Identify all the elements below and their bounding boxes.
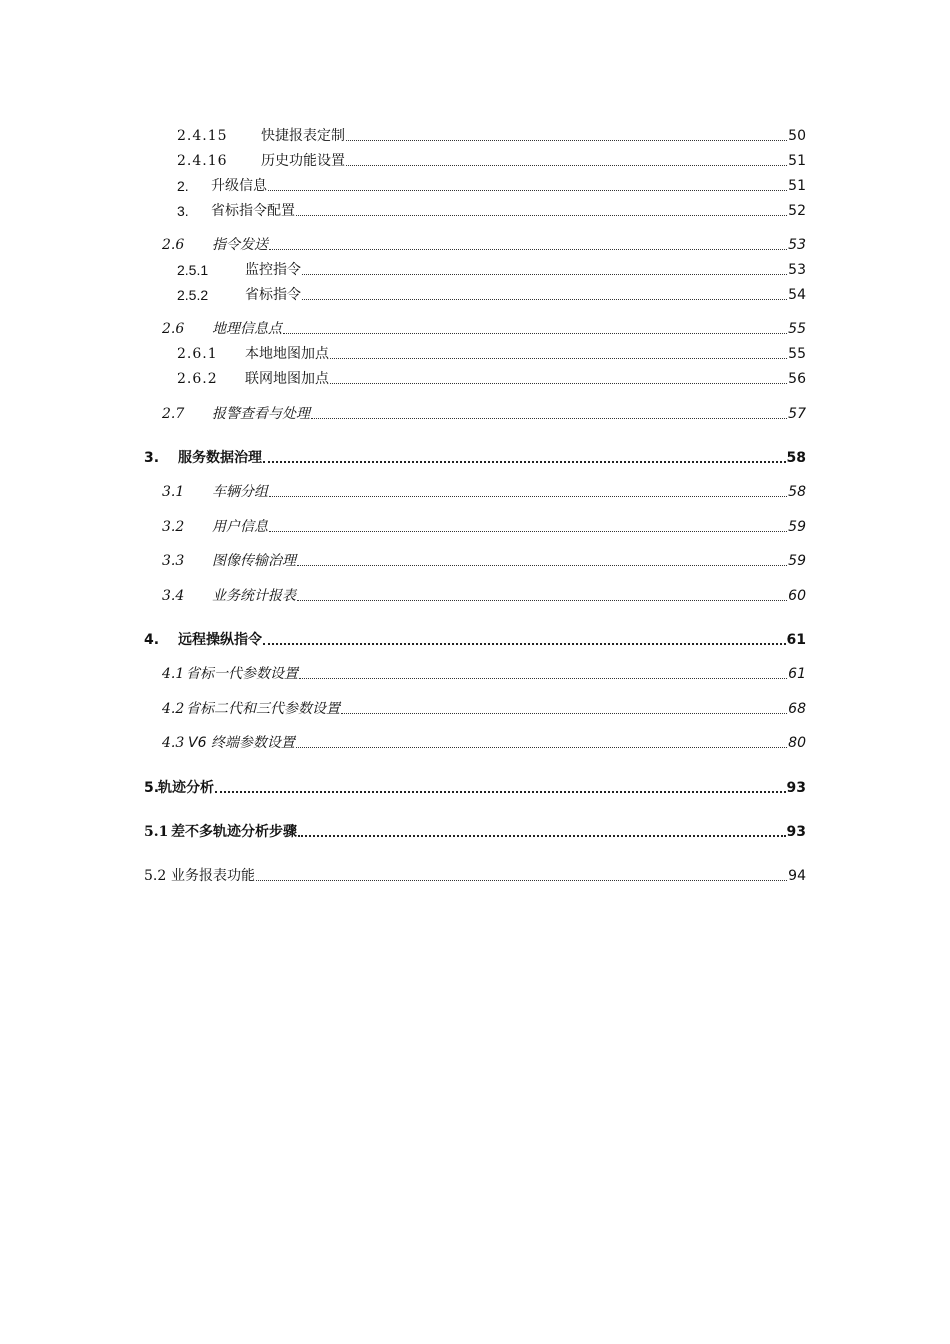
- toc-entry[interactable]: [0, 700, 806, 718]
- dot-leader: [330, 358, 787, 359]
- toc-entry-number: 4.: [144, 632, 160, 648]
- toc-entry-page: 53: [788, 237, 806, 253]
- toc-entry-page: 56: [788, 371, 806, 387]
- toc-entry-page: 55: [788, 346, 806, 362]
- toc-entry[interactable]: [0, 552, 806, 570]
- dot-leader: [346, 165, 787, 166]
- dot-leader: [215, 791, 786, 793]
- dot-leader: [330, 383, 787, 384]
- toc-entry[interactable]: [0, 483, 806, 501]
- toc-entry-title: 业务统计报表: [212, 588, 296, 604]
- toc-entry-title: V6 终端参数设置: [188, 735, 295, 751]
- dot-leader: [268, 190, 787, 191]
- dot-leader: [297, 600, 787, 601]
- toc-entry-title: 报警查看与处理: [212, 406, 310, 422]
- toc-entry[interactable]: [0, 177, 806, 195]
- dot-leader: [302, 299, 787, 300]
- dot-leader: [311, 418, 787, 419]
- toc-entry-number: 5.1: [144, 824, 169, 840]
- toc-entry-title: 联网地图加点: [245, 371, 329, 387]
- toc-entry-title: 省标指令配置: [211, 203, 295, 219]
- toc-entry-number: 3.: [144, 450, 160, 466]
- toc-entry-title: 省标二代和三代参数设置: [186, 701, 340, 717]
- toc-entry-page: 93: [786, 824, 806, 840]
- toc-entry[interactable]: [0, 286, 806, 304]
- toc-entry[interactable]: [0, 261, 806, 279]
- toc-entry-number: 3.: [177, 203, 189, 219]
- toc-entry-page: 60: [788, 588, 806, 604]
- toc-entry-page: 50: [788, 128, 806, 144]
- toc-entry[interactable]: [0, 779, 806, 797]
- toc-entry-number: 2.5.2: [177, 287, 209, 303]
- toc-entry-number: 2.6.2: [177, 371, 218, 387]
- dot-leader: [302, 274, 787, 275]
- toc-entry-number: 2.7: [162, 406, 185, 422]
- toc-entry-number: 3.2: [162, 519, 185, 535]
- toc-entry[interactable]: [0, 631, 806, 649]
- toc-entry-page: 54: [788, 287, 806, 303]
- toc-entry-title: 图像传输治理: [212, 553, 296, 569]
- toc-entry-number: 4.1: [162, 666, 185, 682]
- dot-leader: [269, 249, 787, 250]
- toc-entry[interactable]: [0, 202, 806, 220]
- toc-entry-page: 51: [788, 153, 806, 169]
- toc-entry-page: 57: [788, 406, 806, 422]
- toc-entry-number: 2.4.16: [177, 153, 228, 169]
- toc-entry-page: 59: [788, 553, 806, 569]
- toc-entry-number: 2.6: [162, 237, 185, 253]
- dot-leader: [298, 835, 786, 837]
- toc-entry-title: 指令发送: [212, 237, 268, 253]
- dot-leader: [263, 643, 786, 645]
- toc-entry-page: 53: [788, 262, 806, 278]
- toc-entry-title: 车辆分组: [212, 484, 268, 500]
- toc-entry-number: 2.6.1: [177, 346, 218, 362]
- toc-entry[interactable]: [0, 370, 806, 388]
- toc-entry-title: 轨迹分析: [158, 780, 214, 796]
- toc-entry-page: 59: [788, 519, 806, 535]
- toc-entry-number: 2.: [177, 178, 189, 194]
- toc-entry[interactable]: [0, 823, 806, 841]
- dot-leader: [297, 565, 787, 566]
- toc-entry-page: 51: [788, 178, 806, 194]
- toc-entry-title: 本地地图加点: [245, 346, 329, 362]
- toc-entry-number: 3.3: [162, 553, 185, 569]
- toc-entry[interactable]: [0, 405, 806, 423]
- toc-entry-title: 用户信息: [212, 519, 268, 535]
- dot-leader: [296, 747, 787, 748]
- toc-entry-title: 差不多轨迹分析步骤: [171, 824, 297, 840]
- toc-entry-title: 省标指令: [245, 287, 301, 303]
- toc-entry-title: 地理信息点: [212, 321, 282, 337]
- dot-leader: [269, 496, 787, 497]
- toc-entry-page: 61: [788, 666, 806, 682]
- toc-entry-number: 2.5.1: [177, 262, 209, 278]
- toc-entry[interactable]: [0, 236, 806, 254]
- toc-entry-number: 4.2: [162, 701, 185, 717]
- dot-leader: [263, 461, 786, 463]
- dot-leader: [256, 880, 787, 881]
- toc-entry[interactable]: [0, 320, 806, 338]
- toc-entry-number: 5.: [144, 780, 160, 796]
- toc-entry-page: 61: [786, 632, 806, 648]
- toc-entry-number: 2.4.15: [177, 128, 228, 144]
- toc-entry-title: 远程操纵指令: [178, 632, 262, 648]
- dot-leader: [296, 215, 787, 216]
- toc-entry-number: 4.3: [162, 735, 185, 751]
- toc-entry[interactable]: [0, 345, 806, 363]
- toc-entry-page: 55: [788, 321, 806, 337]
- toc-entry[interactable]: [0, 587, 806, 605]
- toc-entry-number: 5.2: [144, 868, 167, 884]
- toc-entry[interactable]: [0, 867, 806, 885]
- dot-leader: [283, 333, 787, 334]
- toc-entry-page: 93: [786, 780, 806, 796]
- toc-entry-page: 94: [788, 868, 806, 884]
- toc-entry-page: 58: [786, 450, 806, 466]
- toc-entry-number: 3.1: [162, 484, 185, 500]
- toc-entry[interactable]: [0, 734, 806, 752]
- toc-entry-number: 3.4: [162, 588, 185, 604]
- toc-entry-title: 服务数据治理: [178, 450, 262, 466]
- toc-entry-title: 监控指令: [245, 262, 301, 278]
- toc-entry-page: 52: [788, 203, 806, 219]
- toc-entry-title: 升级信息: [211, 178, 267, 194]
- toc-entry-page: 58: [788, 484, 806, 500]
- toc-entry-page: 80: [788, 735, 806, 751]
- dot-leader: [341, 713, 787, 714]
- toc-entry[interactable]: [0, 665, 806, 683]
- toc-entry[interactable]: [0, 127, 806, 145]
- toc-entry-title: 快捷报表定制: [261, 128, 345, 144]
- toc-entry-title: 业务报表功能: [171, 868, 255, 884]
- toc-entry-title: 省标一代参数设置: [186, 666, 298, 682]
- toc-entry-title: 历史功能设置: [261, 153, 345, 169]
- toc-entry-page: 68: [788, 701, 806, 717]
- dot-leader: [299, 678, 787, 679]
- toc-entry[interactable]: [0, 152, 806, 170]
- toc-entry-number: 2.6: [162, 321, 185, 337]
- dot-leader: [346, 140, 787, 141]
- dot-leader: [269, 531, 787, 532]
- toc-entry[interactable]: [0, 449, 806, 467]
- toc-entry[interactable]: [0, 518, 806, 536]
